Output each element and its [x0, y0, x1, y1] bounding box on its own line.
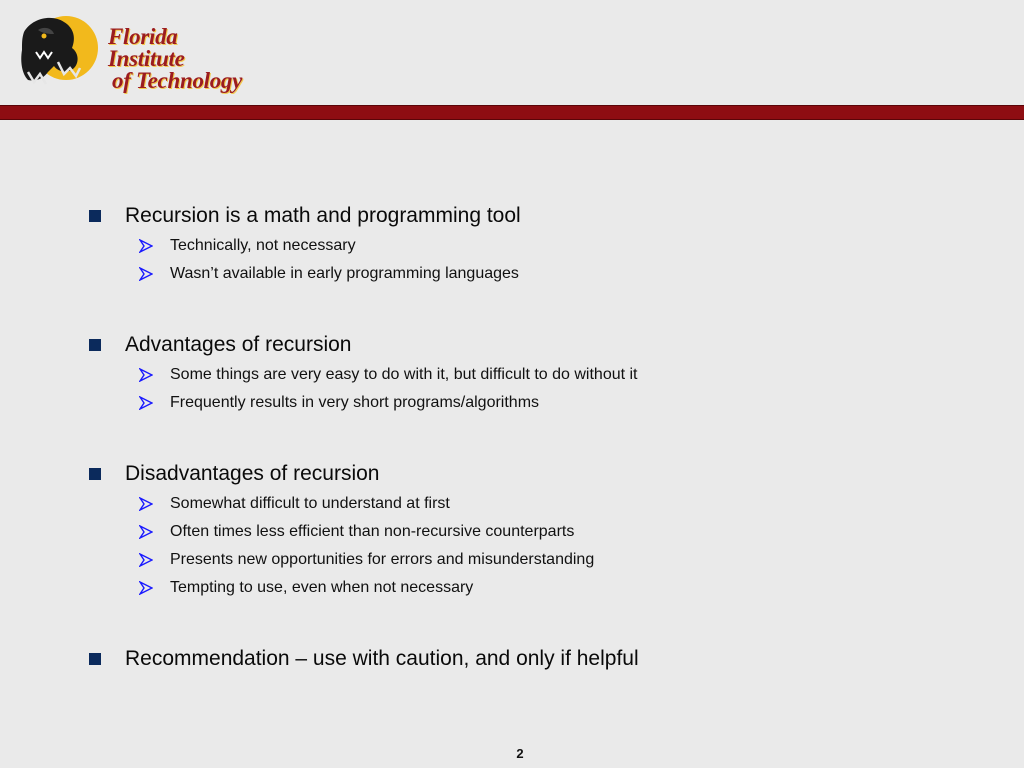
arrow-bullet-icon [139, 396, 153, 410]
sub-bullet-text: Some things are very easy to do with it, but difficult to do without it [170, 366, 638, 383]
logo-wordmark [108, 26, 258, 92]
university-logo [18, 12, 258, 92]
page-number: 2 [516, 746, 524, 761]
sub-bullet-text: Somewhat difficult to understand at first [170, 495, 450, 512]
arrow-bullet-icon [139, 267, 153, 281]
arrow-bullet-icon [139, 525, 153, 539]
sub-bullet-text: Presents new opportunities for errors and misunderstanding [170, 551, 595, 568]
bullet-item [89, 647, 639, 671]
square-bullet-icon [89, 653, 101, 665]
arrow-bullet-icon [139, 239, 153, 253]
sub-bullet-item [139, 579, 473, 597]
arrow-bullet-icon [139, 581, 153, 595]
sub-bullet-item [139, 523, 574, 541]
bullet-text: Recursion is a math and programming tool [125, 204, 521, 227]
bullet-text: Recommendation – use with caution, and only if helpful [125, 647, 639, 670]
sub-bullet-item [139, 551, 594, 569]
arrow-bullet-icon [139, 553, 153, 567]
square-bullet-icon [89, 339, 101, 351]
bullet-text: Advantages of recursion [125, 333, 352, 356]
bullet-item [89, 462, 379, 486]
arrow-bullet-icon [139, 497, 153, 511]
square-bullet-icon [89, 468, 101, 480]
panther-icon [18, 12, 98, 90]
header-bar [0, 105, 1024, 120]
sub-bullet-text: Technically, not necessary [170, 237, 356, 254]
bullet-item [89, 204, 521, 228]
arrow-bullet-icon [139, 368, 153, 382]
logo-line-2: of Technology [112, 68, 243, 93]
sub-bullet-item [139, 394, 539, 412]
sub-bullet-text: Frequently results in very short programs/algorithms [170, 394, 540, 411]
sub-bullet-text: Wasn’t available in early programming languages [170, 265, 519, 282]
square-bullet-icon [89, 210, 101, 222]
bullet-item [89, 333, 351, 357]
sub-bullet-text: Often times less efficient than non-recursive counterparts [170, 523, 575, 540]
sub-bullet-item [139, 495, 450, 513]
sub-bullet-item [139, 237, 356, 255]
logo-line-1: Florida Institute [108, 24, 185, 71]
sub-bullet-item [139, 265, 519, 283]
sub-bullet-text: Tempting to use, even when not necessary [170, 579, 474, 596]
sub-bullet-item [139, 366, 638, 384]
bullet-text: Disadvantages of recursion [125, 462, 380, 485]
